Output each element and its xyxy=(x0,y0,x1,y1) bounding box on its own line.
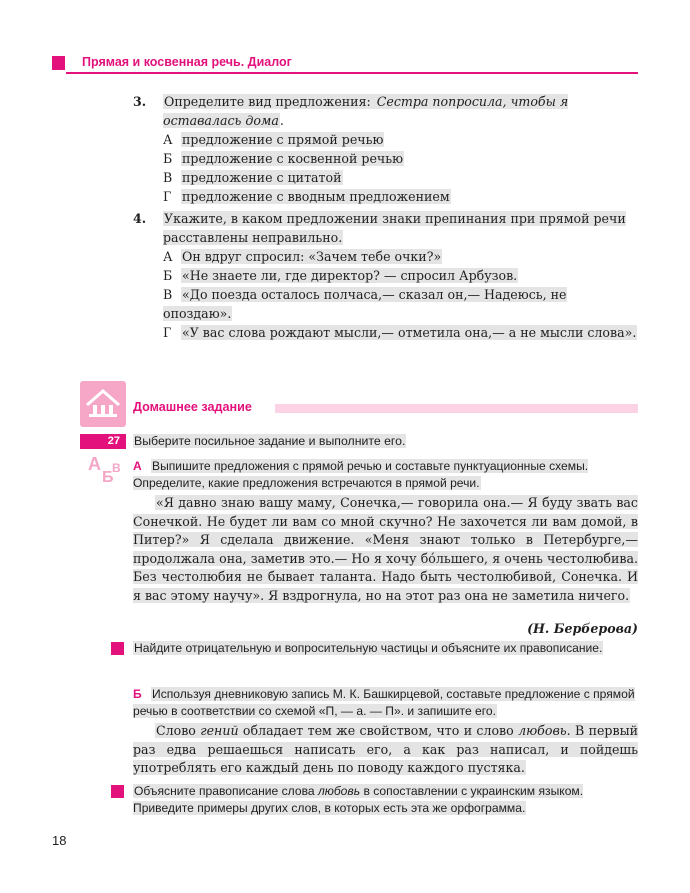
task-number-rule xyxy=(80,448,126,449)
note-b: Объясните правописание слова любовь в сопоставлении с украинским языком. Приведите примеры других слов, в которых есть эта же орфограмма. xyxy=(133,784,584,815)
note-a: Найдите отрицательную и вопросительную частицы и объясните их правописание. xyxy=(134,641,603,655)
answer-option: Б «Не знаете ли, где директор? — спросил Арбузов. xyxy=(163,268,518,283)
note-marker xyxy=(111,642,124,655)
question-4 xyxy=(133,209,638,342)
question-text: Укажите, в каком предложении знаки препинания при прямой речи расставлены неправильно. xyxy=(163,211,626,245)
question-number: 4. xyxy=(133,211,147,226)
abv-icon xyxy=(88,454,124,486)
svg-text:А: А xyxy=(88,454,101,474)
answer-options xyxy=(163,247,638,342)
homework-title: Домашнее задание xyxy=(133,400,252,414)
note-marker xyxy=(111,785,124,798)
passage-a: «Я давно знаю вашу маму, Сонечка,— говорила она.— Я буду звать вас Сонечкой. Не будет ли вам со мной скучно? Не захочется ли вам домой, в Питер?» Я сделала движение. «Меня знают только в Петербурге,— продолжала она, заметив это.— Но я хочу бо́льшего, я очень честолюбива. Без честолюбия не бывает таланта. Надо быть честолюбивой, Сонечка. И я вас этому научу». Я вздрогнула, но на этот раз она не заметила ничего. xyxy=(133,495,638,603)
svg-text:В: В xyxy=(112,461,121,475)
answer-option: В предложение с цитатой xyxy=(163,170,342,185)
svg-text:Б: Б xyxy=(102,469,114,486)
header-marker xyxy=(52,56,65,70)
task-b: Б Используя дневниковую запись М. К. Башкирцевой, составьте предложение с прямой речью в соответствии со схемой «П, — а. — П». и запишите его. xyxy=(133,687,635,718)
question-3 xyxy=(133,92,638,206)
answer-option: В «До поезда осталось полчаса,— сказал он,— Надеюсь, не опоздаю». xyxy=(163,287,567,321)
task-number-badge: 27 xyxy=(80,434,126,448)
homework-title-bar xyxy=(275,404,638,413)
page-number: 18 xyxy=(52,833,67,848)
answer-option: А Он вдруг спросил: «Зачем тебе очки?» xyxy=(163,249,442,264)
house-icon xyxy=(80,381,126,427)
task-a: А Выпишите предложения с прямой речью и составьте пунктуационные схемы. Определите, какие предложения встречаются в прямой речи. xyxy=(133,459,589,490)
answer-option: Г «У вас слова рождают мысли,— отметила она,— а не мысли слова». xyxy=(163,325,637,340)
answer-options xyxy=(163,130,638,206)
passage-author: (Н. Берберова) xyxy=(527,621,638,636)
answer-option: А предложение с прямой речью xyxy=(163,132,384,147)
task-intro: Выберите посильное задание и выполните его. xyxy=(134,434,406,448)
question-text: Определите вид предложения: Сестра попросила, чтобы я оставалась дома. xyxy=(163,94,569,128)
answer-option: Г предложение с вводным предложением xyxy=(163,189,450,204)
header-rule xyxy=(66,72,638,74)
question-number: 3. xyxy=(133,94,147,109)
passage-b: Слово гений обладает тем же свойством, что и слово любовь. В первый раз едва решаешься написать его, а как раз написал, и пойдешь употреблять его каждый день по поводу каждого пустяка. xyxy=(133,723,638,776)
page-header-title: Прямая и косвенная речь. Диалог xyxy=(82,55,292,69)
answer-option: Б предложение с косвенной речью xyxy=(163,151,404,166)
